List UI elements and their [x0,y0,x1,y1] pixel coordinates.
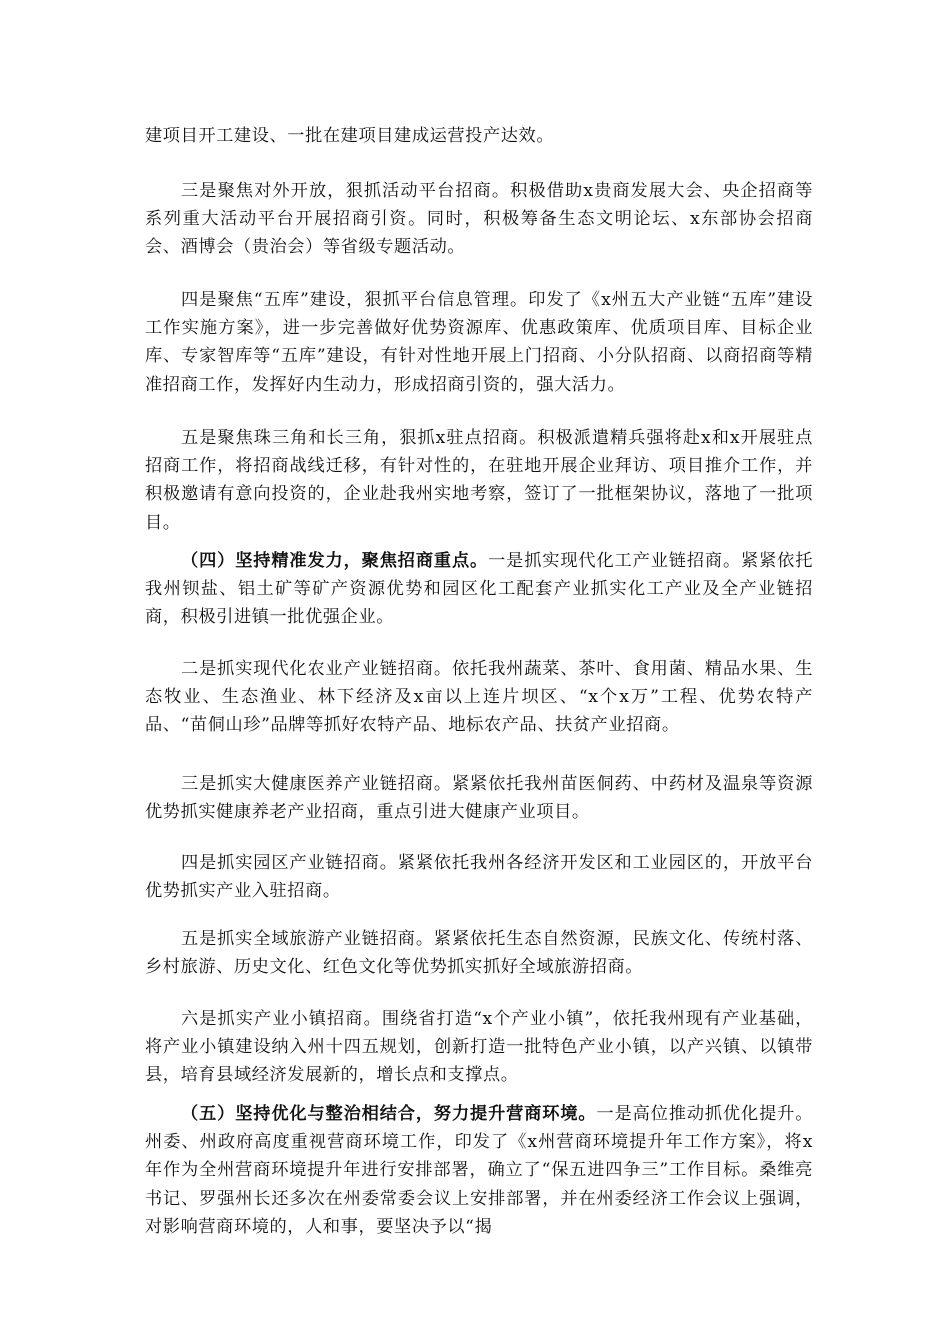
paragraph-health-chain [145,770,813,826]
paragraph-text: 六是抓实产业小镇招商。围绕省打造“x个产业小镇”，依托我州现有产业基础，将产业小镇建设纳入州十四五规划，创新打造一批特色产业小镇，以产兴镇、以镇带县，培育县域经济发展新的，增长点和支撑点。 [145,1009,813,1086]
paragraph-item-3-opening [145,177,813,262]
paragraph-agriculture-chain [145,655,813,740]
section-heading: （五）坚持优化与整治相结合，努力提升营商环境。 [181,1104,597,1124]
paragraph-text: 建项目开工建设、一批在建项目建成运营投产达效。 [145,126,555,146]
paragraph-continuation [145,122,813,150]
paragraph-text: 三是抓实大健康医养产业链招商。紧紧依托我州苗医侗药、中药材及温泉等资源优势抓实健康养老产业招商，重点引进大健康产业项目。 [145,774,813,823]
paragraph-item-5-resident-investment [145,424,813,537]
paragraph-industry-town [145,1005,813,1090]
paragraph-tourism-chain [145,925,813,981]
section-4-paragraph [145,547,813,632]
paragraph-text: 四是聚焦“五库”建设，狠抓平台信息管理。印发了《x州五大产业链“五库”建设工作实施方案》，进一步完善做好优势资源库、优惠政策库、优质项目库、目标企业库、专家智库等“五库”建设，有针对性地开展上门招商、小分队招商、以商招商等精准招商工作，发挥好内生动力，形成招商引资的，强大活力。 [145,290,813,395]
paragraph-text: 一是高位推动抓优化提升。州委、州政府高度重视营商环境工作，印发了《x州营商环境提升年工作方案》，将x年作为全州营商环境提升年进行安排部署，确立了“保五进四争三”工作目标。桑维亮书记、罗强州长还多次在州委常委会议上安排部署，并在州委经济工作会议上强调，对影响营商环境的，人和事，要坚决予以“揭 [145,1104,813,1237]
paragraph-item-4-five-libraries [145,286,813,399]
paragraph-text: 五是抓实全域旅游产业链招商。紧紧依托生态自然资源，民族文化、传统村落、乡村旅游、历史文化、红色文化等优势抓实抓好全域旅游招商。 [145,929,813,978]
paragraph-text: 一是抓实现代化工产业链招商。紧紧依托我州钡盐、铝土矿等矿产资源优势和园区化工配套产业抓实化工产业及全产业链招商，积极引进镇一批优强企业。 [145,551,813,628]
paragraph-text: 四是抓实园区产业链招商。紧紧依托我州各经济开发区和工业园区的，开放平台优势抓实产业入驻招商。 [145,853,813,902]
section-5-paragraph [145,1100,813,1241]
section-heading: （四）坚持精准发力，聚焦招商重点。 [181,551,489,571]
paragraph-text: 五是聚焦珠三角和长三角，狠抓x驻点招商。积极派遣精兵强将赴x和x开展驻点招商工作，将招商战线迁移，有针对性的，在驻地开展企业拜访、项目推介工作，并积极邀请有意向投资的，企业赴我州实地考察，签订了一批框架协议，落地了一批项目。 [145,428,813,533]
paragraph-text: 三是聚焦对外开放，狠抓活动平台招商。积极借助x贵商发展大会、央企招商等系列重大活动平台开展招商引资。同时，积极筹备生态文明论坛、x东部协会招商会、酒博会（贵治会）等省级专题活动。 [145,181,813,258]
paragraph-text: 二是抓实现代化农业产业链招商。依托我州蔬菜、茶叶、食用菌、精品水果、生态牧业、生态渔业、林下经济及x亩以上连片坝区、“x个x万”工程、优势农特产品、“苗侗山珍”品牌等抓好农特产品、地标农产品、扶贫产业招商。 [145,659,813,736]
paragraph-park-chain [145,849,813,905]
